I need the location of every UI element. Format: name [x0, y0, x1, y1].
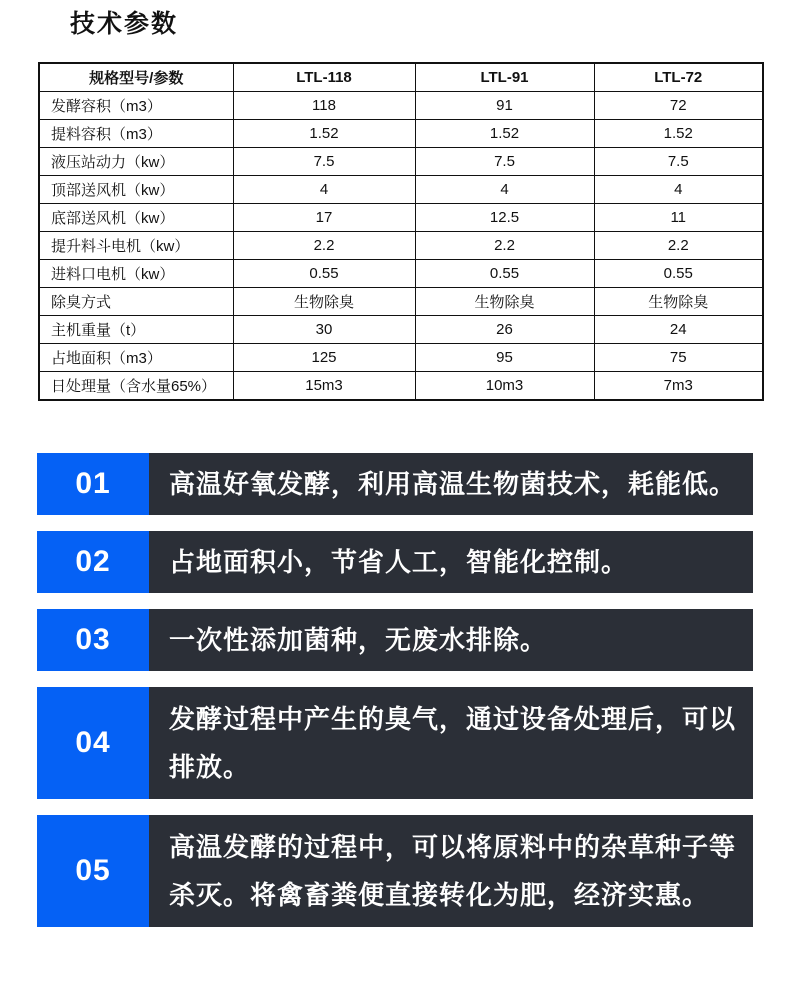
spec-value-cell: 4	[594, 175, 763, 203]
spec-value-cell: 0.55	[415, 259, 594, 287]
feature-panel	[149, 687, 753, 799]
table-row	[39, 287, 763, 315]
table-row	[39, 231, 763, 259]
feature-panel	[149, 815, 753, 927]
table-row	[39, 91, 763, 119]
spec-value-cell: 72	[594, 91, 763, 119]
table-row	[39, 343, 763, 371]
spec-value-cell: 生物除臭	[415, 287, 594, 315]
spec-label-cell: 提料容积（m3）	[39, 119, 233, 147]
spec-value-cell: 7.5	[594, 147, 763, 175]
spec-value-cell: 10m3	[415, 371, 594, 400]
spec-value-cell: 1.52	[594, 119, 763, 147]
feature-number-badge: 04	[37, 687, 149, 799]
feature-number-badge: 02	[37, 531, 149, 593]
spec-value-cell: 1.52	[415, 119, 594, 147]
col-header-model-1: LTL-118	[233, 63, 415, 92]
spec-value-cell: 24	[594, 315, 763, 343]
feature-panel	[149, 609, 753, 671]
spec-value-cell: 91	[415, 91, 594, 119]
spec-value-cell: 0.55	[233, 259, 415, 287]
spec-value-cell: 0.55	[594, 259, 763, 287]
spec-value-cell: 12.5	[415, 203, 594, 231]
spec-label-cell: 主机重量（t）	[39, 315, 233, 343]
spec-table	[38, 62, 764, 401]
spec-value-cell: 2.2	[594, 231, 763, 259]
spec-label-cell: 提升料斗电机（kw）	[39, 231, 233, 259]
spec-value-cell: 125	[233, 343, 415, 371]
feature-item-04	[37, 687, 753, 799]
spec-value-cell: 7.5	[415, 147, 594, 175]
spec-value-cell: 75	[594, 343, 763, 371]
spec-label-cell: 进料口电机（kw）	[39, 259, 233, 287]
table-row	[39, 203, 763, 231]
feature-number-badge: 01	[37, 453, 149, 515]
spec-label-cell: 除臭方式	[39, 287, 233, 315]
page-title: 技术参数	[70, 10, 179, 38]
spec-value-cell: 118	[233, 91, 415, 119]
feature-text: 发酵过程中产生的臭气，通过设备处理后，可以排放。	[169, 703, 737, 782]
spec-value-cell: 生物除臭	[594, 287, 763, 315]
table-row	[39, 119, 763, 147]
table-row	[39, 147, 763, 175]
feature-list	[37, 453, 753, 927]
feature-item-05	[37, 815, 753, 927]
feature-item-03	[37, 609, 753, 671]
spec-value-cell: 26	[415, 315, 594, 343]
feature-number-badge: 03	[37, 609, 149, 671]
spec-label-cell: 发酵容积（m3）	[39, 91, 233, 119]
feature-text: 一次性添加菌种，无废水排除。	[169, 624, 548, 655]
spec-label-cell: 占地面积（m3）	[39, 343, 233, 371]
spec-value-cell: 4	[233, 175, 415, 203]
feature-panel	[149, 531, 753, 593]
spec-value-cell: 1.52	[233, 119, 415, 147]
feature-item-02	[37, 531, 753, 593]
spec-value-cell: 95	[415, 343, 594, 371]
spec-value-cell: 2.2	[233, 231, 415, 259]
feature-text: 高温发酵的过程中，可以将原料中的杂草种子等杀灭。将禽畜粪便直接转化为肥，经济实惠。	[169, 831, 737, 910]
feature-number-badge: 05	[37, 815, 149, 927]
col-header-model-3: LTL-72	[594, 63, 763, 92]
spec-label-cell: 液压站动力（kw）	[39, 147, 233, 175]
feature-panel	[149, 453, 753, 515]
table-row	[39, 175, 763, 203]
spec-value-cell: 15m3	[233, 371, 415, 400]
table-header-row	[39, 63, 763, 92]
feature-text: 占地面积小，节省人工，智能化控制。	[169, 546, 629, 577]
col-header-model-2: LTL-91	[415, 63, 594, 92]
spec-value-cell: 7.5	[233, 147, 415, 175]
spec-value-cell: 7m3	[594, 371, 763, 400]
spec-value-cell: 生物除臭	[233, 287, 415, 315]
spec-value-cell: 11	[594, 203, 763, 231]
feature-text: 高温好氧发酵，利用高温生物菌技术，耗能低。	[169, 468, 737, 499]
feature-item-01	[37, 453, 753, 515]
spec-value-cell: 2.2	[415, 231, 594, 259]
spec-label-cell: 底部送风机（kw）	[39, 203, 233, 231]
col-header-spec: 规格型号/参数	[39, 63, 233, 92]
spec-value-cell: 4	[415, 175, 594, 203]
spec-value-cell: 17	[233, 203, 415, 231]
spec-label-cell: 日处理量（含水量65%）	[39, 371, 233, 400]
table-row	[39, 315, 763, 343]
spec-label-cell: 顶部送风机（kw）	[39, 175, 233, 203]
table-row	[39, 259, 763, 287]
table-row	[39, 371, 763, 400]
spec-value-cell: 30	[233, 315, 415, 343]
